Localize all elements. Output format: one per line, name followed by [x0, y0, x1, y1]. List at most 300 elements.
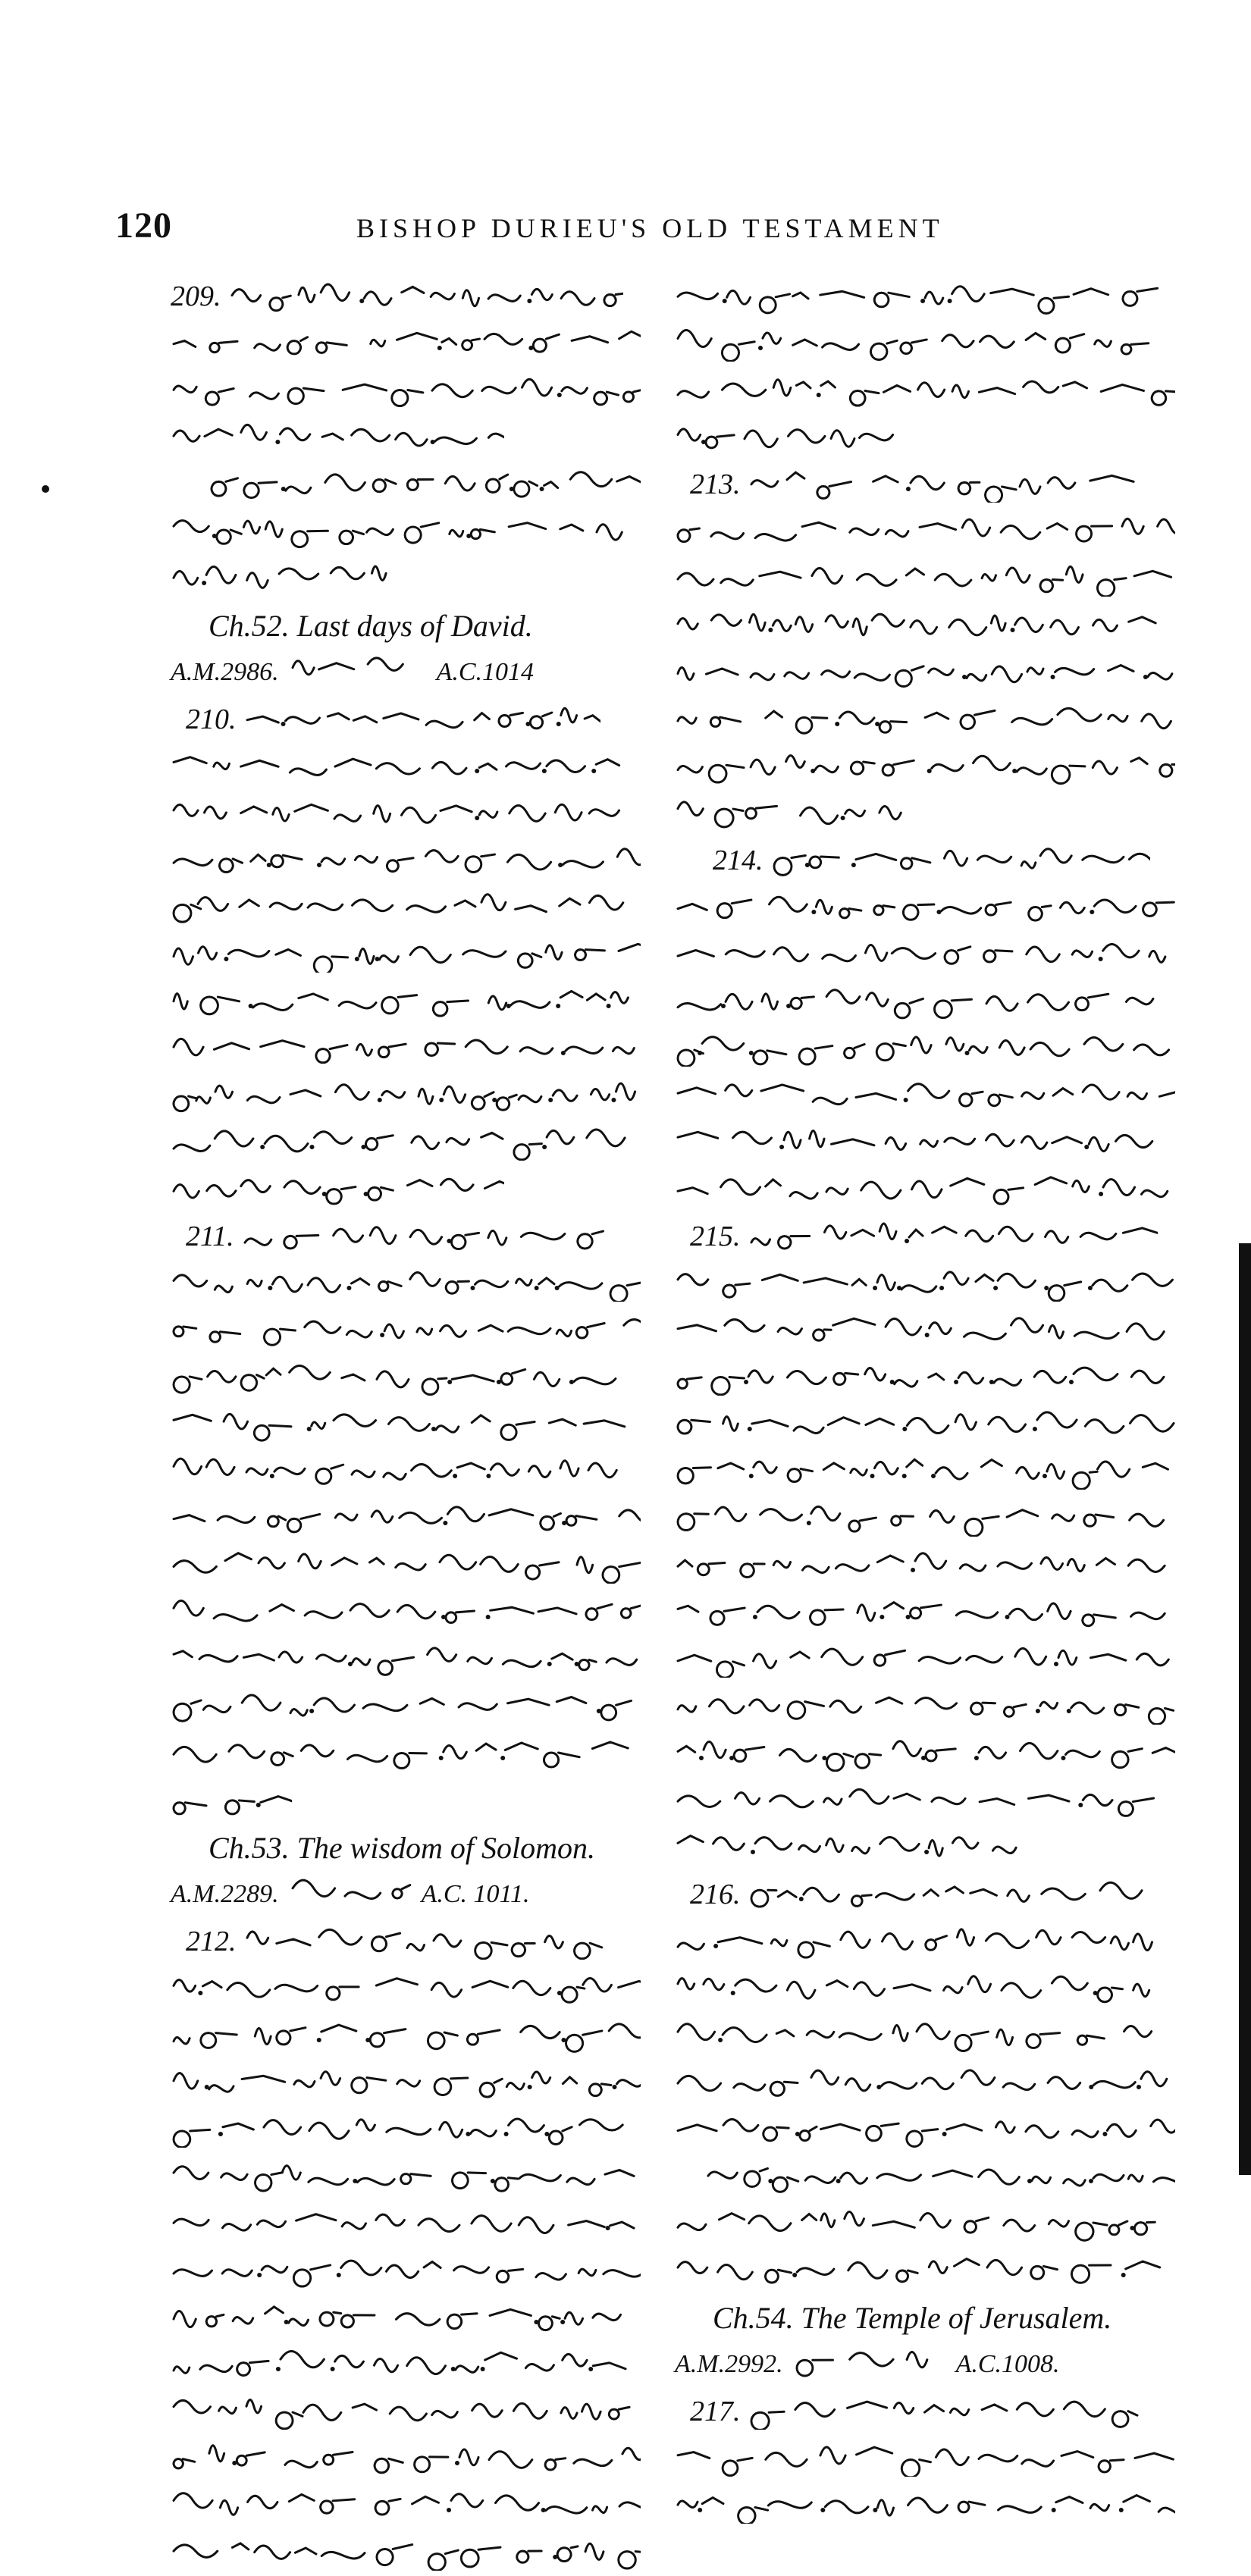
date-ac: A.C. 1011.	[421, 1880, 530, 1908]
punctuation-dot	[1044, 1286, 1049, 1290]
shorthand-stroke	[678, 1697, 1174, 1724]
text-line	[171, 2106, 656, 2153]
punctuation-dot	[753, 1615, 757, 1619]
text-line	[171, 1166, 656, 1213]
punctuation-dot	[607, 1004, 611, 1008]
text-line	[171, 1448, 656, 1495]
date-am: A.M.2992.	[675, 2350, 783, 2378]
shorthand-glyphs	[748, 1876, 1158, 1913]
paragraph-number: 211.	[186, 1221, 234, 1252]
date-line	[171, 1871, 656, 1918]
shorthand-glyphs	[771, 842, 1150, 879]
shorthand-glyphs	[171, 1735, 641, 1772]
text-line	[171, 1730, 656, 1777]
shorthand-glyphs	[675, 1171, 1175, 1208]
text-line	[171, 2341, 656, 2388]
shorthand-glyphs	[171, 1453, 641, 1490]
punctuation-dot	[1036, 1709, 1040, 1713]
punctuation-dot	[542, 769, 547, 773]
punctuation-dot	[965, 1051, 970, 1055]
text-line	[171, 2388, 656, 2435]
shorthand-glyphs	[748, 2393, 1143, 2430]
shorthand-stroke	[678, 944, 1165, 964]
punctuation-dot	[758, 346, 763, 350]
text-line	[171, 1542, 656, 1589]
shorthand-glyphs	[675, 795, 925, 832]
punctuation-dot	[447, 2508, 451, 2512]
text-line	[171, 414, 656, 461]
punctuation-dot	[731, 1991, 735, 1995]
punctuation-dot	[453, 1474, 457, 1478]
date-am: A.M.2289.	[171, 1880, 279, 1908]
punctuation-dot	[873, 1286, 877, 1290]
punctuation-dot	[611, 1098, 616, 1102]
punctuation-dot	[455, 2461, 459, 2465]
text-line	[675, 649, 1190, 696]
shorthand-glyphs	[675, 889, 1175, 926]
text-line	[171, 2435, 656, 2482]
punctuation-dot	[723, 299, 727, 303]
shorthand-stroke	[174, 1272, 641, 1302]
shorthand-stroke	[174, 379, 641, 406]
shorthand-stroke	[174, 1797, 292, 1814]
punctuation-dot	[439, 1756, 444, 1760]
punctuation-dot	[310, 1145, 315, 1149]
shorthand-glyphs	[675, 748, 1175, 785]
text-line	[675, 1824, 1190, 1871]
shorthand-stroke	[678, 1318, 1164, 1340]
paragraph-number: 210.	[186, 704, 237, 735]
shorthand-glyphs	[171, 1359, 641, 1396]
punctuation-dot	[902, 1427, 907, 1431]
shorthand-glyphs	[171, 2017, 641, 2054]
punctuation-dot	[925, 1333, 930, 1337]
stray-mark	[42, 485, 49, 493]
shorthand-stroke	[678, 1412, 1174, 1434]
punctuation-dot	[1084, 1145, 1089, 1149]
punctuation-dot	[540, 487, 544, 491]
shorthand-stroke	[174, 2214, 634, 2233]
punctuation-dot	[378, 1098, 382, 1102]
shorthand-stroke	[708, 2168, 1175, 2192]
shorthand-stroke	[678, 1648, 1168, 1678]
shorthand-stroke	[678, 2070, 1167, 2095]
punctuation-dot	[939, 1286, 944, 1290]
punctuation-dot	[475, 769, 479, 773]
text-line	[171, 2059, 656, 2106]
punctuation-dot	[974, 1756, 979, 1760]
text-line	[675, 884, 1190, 931]
shorthand-glyphs	[171, 1594, 641, 1631]
shorthand-glyphs	[171, 1406, 641, 1443]
shorthand-glyphs	[171, 372, 641, 409]
shorthand-glyphs	[675, 701, 1175, 738]
text-line	[675, 555, 1190, 602]
shorthand-glyphs	[171, 1077, 641, 1114]
paragraph-number: 216.	[690, 1879, 741, 1910]
date-line	[171, 649, 656, 696]
shorthand-stroke	[751, 472, 1133, 503]
shorthand-glyphs	[675, 1500, 1175, 1537]
shorthand-stroke	[174, 521, 622, 547]
shorthand-glyphs	[675, 1030, 1175, 1067]
punctuation-dot	[1061, 1756, 1065, 1760]
shorthand-glyphs	[171, 889, 641, 926]
punctuation-dot	[792, 2273, 797, 2277]
punctuation-dot	[359, 299, 364, 303]
punctuation-dot	[749, 1051, 754, 1055]
shorthand-stroke	[174, 331, 641, 354]
punctuation-dot	[1089, 2179, 1093, 2183]
text-line	[171, 2012, 656, 2059]
text-line	[171, 696, 656, 743]
text-line	[675, 414, 1190, 461]
text-line	[171, 1401, 656, 1448]
shorthand-stroke	[678, 802, 901, 827]
shorthand-stroke	[678, 287, 1158, 314]
punctuation-dot	[1102, 2132, 1107, 2136]
punctuation-dot	[902, 1474, 907, 1478]
shorthand-glyphs	[675, 983, 1175, 1020]
page-number: 120	[115, 205, 172, 246]
punctuation-dot	[527, 299, 531, 303]
shorthand-glyphs	[171, 1312, 641, 1349]
text-line	[171, 1213, 656, 1260]
punctuation-dot	[447, 1380, 452, 1384]
text-line	[171, 273, 656, 320]
shorthand-glyphs	[171, 2205, 641, 2242]
text-line	[675, 978, 1190, 1025]
shorthand-stroke	[174, 1366, 616, 1395]
text-line	[675, 790, 1190, 837]
shorthand-stroke	[247, 1929, 602, 1958]
punctuation-dot	[1121, 2273, 1126, 2277]
shorthand-glyphs	[171, 1171, 504, 1208]
text-line	[171, 1777, 656, 1824]
punctuation-dot	[500, 1756, 505, 1760]
punctuation-dot	[749, 1474, 754, 1478]
punctuation-dot	[1054, 1662, 1058, 1666]
shorthand-stroke	[678, 1929, 1152, 1957]
punctuation-dot	[1090, 910, 1094, 914]
text-line	[675, 1213, 1190, 1260]
punctuation-dot	[798, 1897, 803, 1901]
shorthand-stroke	[174, 1319, 641, 1345]
text-line	[675, 931, 1190, 978]
shorthand-stroke	[678, 756, 1175, 784]
shorthand-glyphs	[675, 419, 902, 456]
text-line	[675, 1542, 1190, 1589]
text-line	[171, 2294, 656, 2341]
shorthand-stroke	[678, 2024, 1152, 2051]
date-ac: A.C.1008.	[955, 2350, 1060, 2378]
shorthand-glyphs	[675, 2111, 1175, 2148]
shorthand-stroke	[678, 990, 1153, 1018]
punctuation-dot	[713, 1944, 718, 1948]
punctuation-dot	[331, 2367, 335, 2371]
punctuation-dot	[751, 1850, 755, 1854]
text-line	[171, 978, 656, 1025]
punctuation-dot	[443, 1521, 447, 1525]
shorthand-glyphs	[675, 1735, 1175, 1772]
shorthand-glyphs	[208, 466, 641, 503]
shorthand-glyphs	[171, 795, 641, 832]
punctuation-dot	[268, 1286, 272, 1290]
paragraph-number: 209.	[171, 280, 221, 312]
shorthand-stroke	[174, 2307, 621, 2330]
shorthand-glyphs	[675, 372, 1175, 409]
shorthand-stroke	[678, 2495, 1175, 2524]
text-line	[675, 2106, 1190, 2153]
shorthand-stroke	[678, 897, 1174, 920]
punctuation-dot	[905, 487, 910, 491]
punctuation-dot	[504, 2132, 509, 2136]
punctuation-dot	[807, 1521, 811, 1525]
text-line	[675, 2153, 1190, 2200]
text-line	[171, 2247, 656, 2294]
shorthand-stroke	[678, 614, 1155, 635]
shorthand-glyphs	[675, 1641, 1175, 1678]
punctuation-dot	[779, 1145, 784, 1149]
text-line	[171, 743, 656, 790]
shorthand-stroke	[293, 657, 403, 674]
text-line	[171, 320, 656, 367]
punctuation-dot	[613, 2085, 617, 2089]
punctuation-dot	[1119, 2508, 1124, 2512]
shorthand-stroke	[174, 1459, 616, 1484]
punctuation-dot	[481, 2367, 485, 2371]
shorthand-glyphs	[229, 278, 623, 315]
shorthand-stroke	[678, 1976, 1149, 2002]
text-line	[675, 602, 1190, 649]
punctuation-dot	[439, 1098, 444, 1102]
shorthand-stroke	[174, 849, 641, 873]
punctuation-dot	[535, 1286, 539, 1290]
text-line	[675, 1072, 1190, 1119]
shorthand-stroke	[678, 2447, 1173, 2477]
text-line	[675, 1636, 1190, 1683]
punctuation-dot	[817, 393, 821, 397]
text-line	[171, 1354, 656, 1401]
shorthand-stroke	[678, 519, 1175, 541]
punctuation-dot	[835, 722, 839, 726]
punctuation-dot	[1051, 675, 1055, 679]
text-line	[171, 1025, 656, 1072]
shorthand-stroke	[174, 1601, 641, 1623]
text-line	[675, 1683, 1190, 1730]
shorthand-stroke	[174, 2351, 626, 2375]
shorthand-stroke	[678, 429, 893, 448]
chapter-heading: Ch.52. Last days of David.	[208, 608, 533, 643]
punctuation-dot	[218, 2132, 223, 2136]
text-line	[675, 1025, 1190, 1072]
punctuation-dot	[699, 1756, 704, 1760]
shorthand-glyphs	[171, 1641, 641, 1678]
text-line	[171, 1495, 656, 1542]
shorthand-glyphs	[675, 1406, 1175, 1443]
punctuation-dot	[560, 2320, 565, 2324]
punctuation-dot	[811, 910, 816, 914]
shorthand-stroke	[678, 2212, 1155, 2241]
punctuation-dot	[1099, 957, 1103, 961]
shorthand-stroke	[174, 425, 504, 446]
punctuation-dot	[556, 1004, 560, 1008]
paragraph-number: 215.	[690, 1221, 741, 1252]
punctuation-dot	[317, 2038, 321, 2042]
shorthand-glyphs	[675, 1265, 1175, 1302]
punctuation-dot	[437, 346, 442, 350]
shorthand-stroke	[797, 2352, 927, 2376]
shorthand-glyphs	[705, 2158, 1175, 2195]
shorthand-stroke	[174, 944, 641, 973]
punctuation-dot	[1052, 2508, 1056, 2512]
punctuation-dot	[337, 2273, 341, 2277]
shorthand-glyphs	[171, 513, 641, 550]
text-line	[171, 884, 656, 931]
shorthand-glyphs	[290, 1873, 411, 1910]
shorthand-glyphs	[675, 1453, 1175, 1490]
shorthand-stroke	[678, 1603, 1165, 1626]
shorthand-glyphs	[675, 325, 1175, 362]
shorthand-glyphs	[171, 2393, 641, 2430]
text-line	[675, 1918, 1190, 1965]
shorthand-glyphs	[675, 2252, 1175, 2289]
text-line	[675, 837, 1190, 884]
text-line	[675, 1260, 1190, 1307]
punctuation-dot	[911, 1568, 915, 1572]
shorthand-glyphs	[675, 654, 1175, 691]
punctuation-dot	[270, 1474, 274, 1478]
paragraph-number: 214.	[713, 845, 763, 876]
shorthand-stroke	[678, 1130, 1152, 1151]
paragraph-number: 213.	[690, 469, 741, 500]
shorthand-stroke	[174, 2119, 622, 2148]
punctuation-dot	[879, 1615, 884, 1619]
text-line	[675, 2247, 1190, 2294]
text-line	[675, 508, 1190, 555]
shorthand-glyphs	[675, 1594, 1175, 1631]
punctuation-dot	[547, 1662, 552, 1666]
shorthand-glyphs	[171, 1782, 292, 1819]
shorthand-glyphs	[748, 466, 1158, 503]
shorthand-glyphs	[675, 2205, 1175, 2242]
shorthand-stroke	[751, 1882, 1142, 1907]
punctuation-dot	[1067, 1709, 1071, 1713]
punctuation-dot	[588, 2367, 593, 2371]
text-line	[171, 1636, 656, 1683]
shorthand-stroke	[174, 1695, 632, 1721]
text-line	[675, 2482, 1190, 2529]
shorthand-glyphs	[171, 2252, 641, 2289]
shorthand-glyphs	[171, 748, 641, 785]
left-column	[171, 273, 656, 2576]
punctuation-dot	[768, 628, 773, 632]
shorthand-glyphs	[675, 2017, 1175, 2054]
shorthand-glyphs	[171, 936, 641, 973]
shorthand-stroke	[293, 1880, 410, 1898]
shorthand-stroke	[174, 1083, 635, 1111]
chapter-heading: Ch.53. The wisdom of Solomon.	[208, 1830, 596, 1865]
shorthand-stroke	[678, 708, 1171, 733]
shorthand-glyphs	[171, 2440, 641, 2477]
shorthand-glyphs	[171, 1124, 641, 1161]
punctuation-dot	[542, 1145, 547, 1149]
punctuation-dot	[748, 1427, 752, 1431]
text-line	[675, 1589, 1190, 1636]
date-ac: A.C.1014	[436, 658, 535, 686]
shorthand-glyphs	[171, 2487, 641, 2524]
punctuation-dot	[870, 1474, 875, 1478]
punctuation-dot	[556, 722, 560, 726]
text-line	[171, 1072, 656, 1119]
punctuation-dot	[698, 2508, 702, 2512]
shorthand-stroke	[174, 1039, 634, 1062]
text-line	[675, 1448, 1190, 1495]
text-line	[675, 273, 1190, 320]
shorthand-glyphs	[171, 2534, 641, 2571]
text-line	[171, 461, 656, 508]
shorthand-stroke	[678, 665, 1172, 686]
shorthand-stroke	[174, 895, 623, 922]
shorthand-stroke	[174, 1553, 641, 1584]
text-line	[675, 1730, 1190, 1777]
text-line	[675, 696, 1190, 743]
shorthand-glyphs	[171, 2064, 641, 2101]
text-line	[171, 931, 656, 978]
text-line	[171, 508, 656, 555]
punctuation-dot	[1033, 1427, 1037, 1431]
shorthand-stroke	[678, 331, 1149, 362]
shorthand-glyphs	[171, 1030, 641, 1067]
date-line	[675, 2341, 1190, 2388]
shorthand-stroke	[174, 1179, 504, 1204]
shorthand-stroke	[678, 2120, 1175, 2147]
shorthand-stroke	[678, 1553, 1165, 1578]
punctuation-dot	[954, 1380, 958, 1384]
shorthand-stroke	[174, 1507, 641, 1532]
shorthand-glyphs	[675, 1077, 1175, 1114]
shorthand-stroke	[678, 1789, 1154, 1816]
text-line	[171, 2153, 656, 2200]
shorthand-glyphs	[675, 560, 1175, 597]
text-line	[171, 367, 656, 414]
text-line	[171, 1119, 656, 1166]
text-line	[675, 2059, 1190, 2106]
shorthand-glyphs	[290, 651, 426, 688]
shorthand-stroke	[232, 284, 623, 311]
punctuation-dot	[224, 957, 228, 961]
shorthand-glyphs	[675, 1312, 1175, 1349]
shorthand-glyphs	[171, 2299, 641, 2336]
shorthand-stroke	[678, 1836, 1016, 1857]
punctuation-dot	[475, 816, 479, 820]
text-line	[171, 1965, 656, 2012]
shorthand-glyphs	[675, 1829, 1039, 1866]
punctuation-dot	[380, 1333, 384, 1337]
punctuation-dot	[256, 1803, 261, 1807]
text-line	[171, 837, 656, 884]
shorthand-glyphs	[675, 1970, 1175, 2007]
shorthand-glyphs	[171, 2158, 641, 2195]
shorthand-stroke	[774, 849, 1150, 876]
punctuation-dot	[1042, 1474, 1047, 1478]
shorthand-stroke	[174, 2166, 634, 2191]
shorthand-glyphs	[794, 2343, 945, 2380]
text-line	[171, 2482, 656, 2529]
shorthand-stroke	[174, 2543, 641, 2571]
shorthand-glyphs	[675, 2064, 1175, 2101]
shorthand-stroke	[174, 757, 619, 776]
